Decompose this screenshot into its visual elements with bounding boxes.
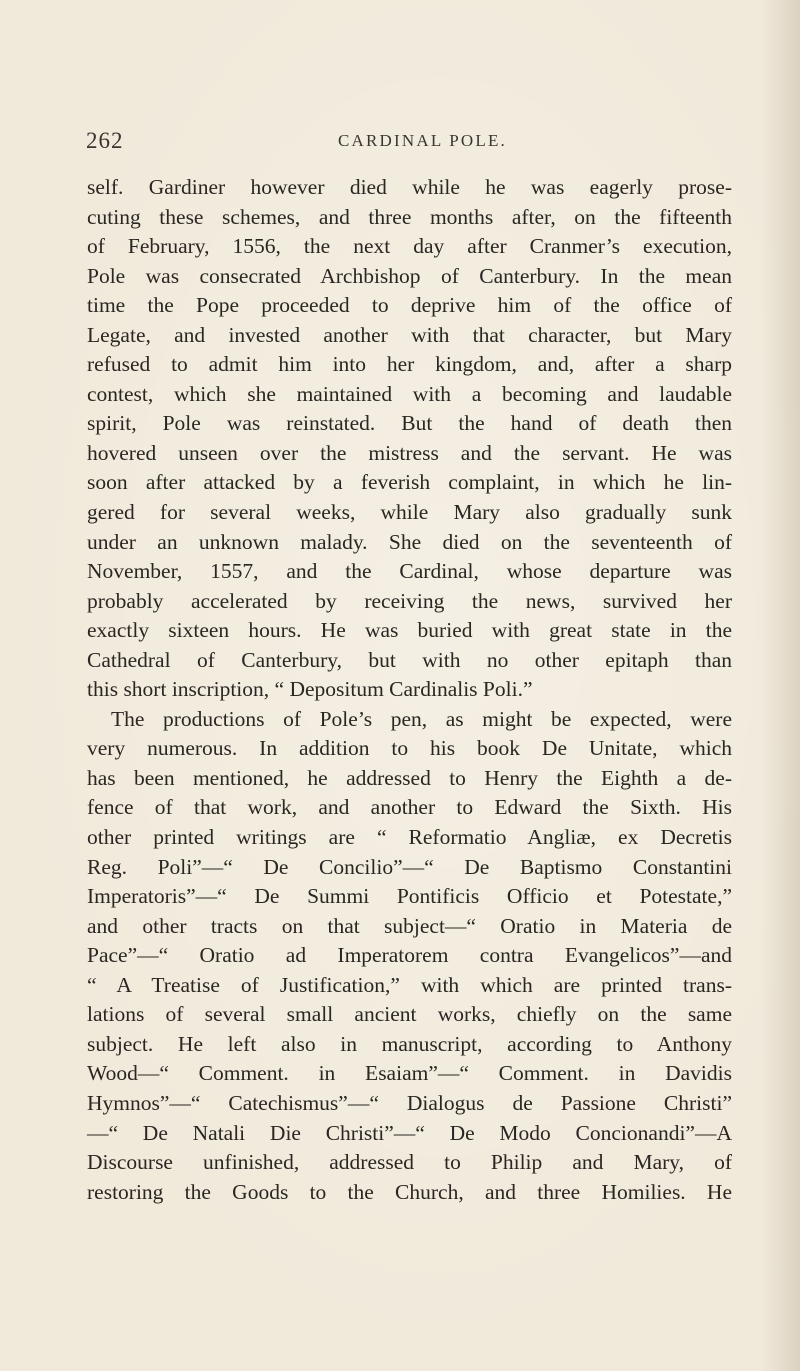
text-line: Reg. Poli”—“ De Concilio”—“ De Baptismo Constantini bbox=[87, 854, 732, 879]
text-line: other printed writings are “ Reformatio Angliæ, ex Decretis bbox=[87, 825, 732, 850]
running-head: CARDINAL POLE. bbox=[338, 131, 507, 150]
text-line: Hymnos”—“ Catechismus”—“ Dialogus de Passione Christi” bbox=[87, 1090, 732, 1115]
text-line: lations of several small ancient works, chiefly on the same bbox=[87, 1002, 732, 1027]
paragraph-end-line: this short inscription, “ Depositum Cardinalis Poli.” bbox=[87, 677, 533, 702]
text-line: has been mentioned, he addressed to Henry the Eighth a de- bbox=[87, 765, 732, 790]
text-line: spirit, Pole was reinstated. But the hand of death then bbox=[87, 411, 732, 436]
page-edge-shadow bbox=[760, 0, 800, 1371]
text-line: probably accelerated by receiving the news, survived her bbox=[87, 588, 732, 613]
text-line: hovered unseen over the mistress and the servant. He was bbox=[87, 440, 732, 465]
text-line: restoring the Goods to the Church, and three Homilies. He bbox=[87, 1179, 732, 1204]
text-line: time the Pope proceeded to deprive him of the office of bbox=[87, 293, 732, 318]
text-line: Pace”—“ Oratio ad Imperatorem contra Evangelicos”—and bbox=[87, 943, 732, 968]
text-line: soon after attacked by a feverish complaint, in which he lin- bbox=[87, 470, 732, 495]
text-line: fence of that work, and another to Edward the Sixth. His bbox=[87, 795, 732, 820]
page-header bbox=[0, 128, 800, 158]
text-line: contest, which she maintained with a becoming and laudable bbox=[87, 381, 732, 406]
text-line: —“ De Natali Die Christi”—“ De Modo Concionandi”—A bbox=[87, 1120, 732, 1145]
text-line: Cathedral of Canterbury, but with no other epitaph than bbox=[87, 647, 732, 672]
page-number: 262 bbox=[86, 128, 124, 153]
text-line: Legate, and invested another with that character, but Mary bbox=[87, 322, 732, 347]
paragraph-start-line: The productions of Pole’s pen, as might be expected, were bbox=[111, 706, 732, 731]
text-line: of February, 1556, the next day after Cranmer’s execution, bbox=[87, 234, 732, 259]
text-line: “ A Treatise of Justification,” with which are printed trans- bbox=[87, 972, 732, 997]
text-line: subject. He left also in manuscript, according to Anthony bbox=[87, 1031, 732, 1056]
body-text bbox=[87, 173, 732, 1207]
text-line: self. Gardiner however died while he was eagerly prose- bbox=[87, 175, 732, 199]
text-line: exactly sixteen hours. He was buried with great state in the bbox=[87, 618, 732, 643]
text-line: cuting these schemes, and three months after, on the fifteenth bbox=[87, 204, 732, 229]
text-line: November, 1557, and the Cardinal, whose departure was bbox=[87, 559, 732, 584]
text-line: refused to admit him into her kingdom, and, after a sharp bbox=[87, 352, 732, 377]
text-line: Pole was consecrated Archbishop of Canterbury. In the mean bbox=[87, 263, 732, 288]
text-line: very numerous. In addition to his book De Unitate, which bbox=[87, 736, 732, 761]
text-line: under an unknown malady. She died on the seventeenth of bbox=[87, 529, 732, 554]
text-line: Imperatoris”—“ De Summi Pontificis Officio et Potestate,” bbox=[87, 884, 732, 909]
text-line: Discourse unfinished, addressed to Philip and Mary, of bbox=[87, 1150, 732, 1175]
text-line: Wood—“ Comment. in Esaiam”—“ Comment. in Davidis bbox=[87, 1061, 732, 1086]
text-line: gered for several weeks, while Mary also gradually sunk bbox=[87, 500, 732, 525]
text-line: and other tracts on that subject—“ Oratio in Materia de bbox=[87, 913, 732, 938]
